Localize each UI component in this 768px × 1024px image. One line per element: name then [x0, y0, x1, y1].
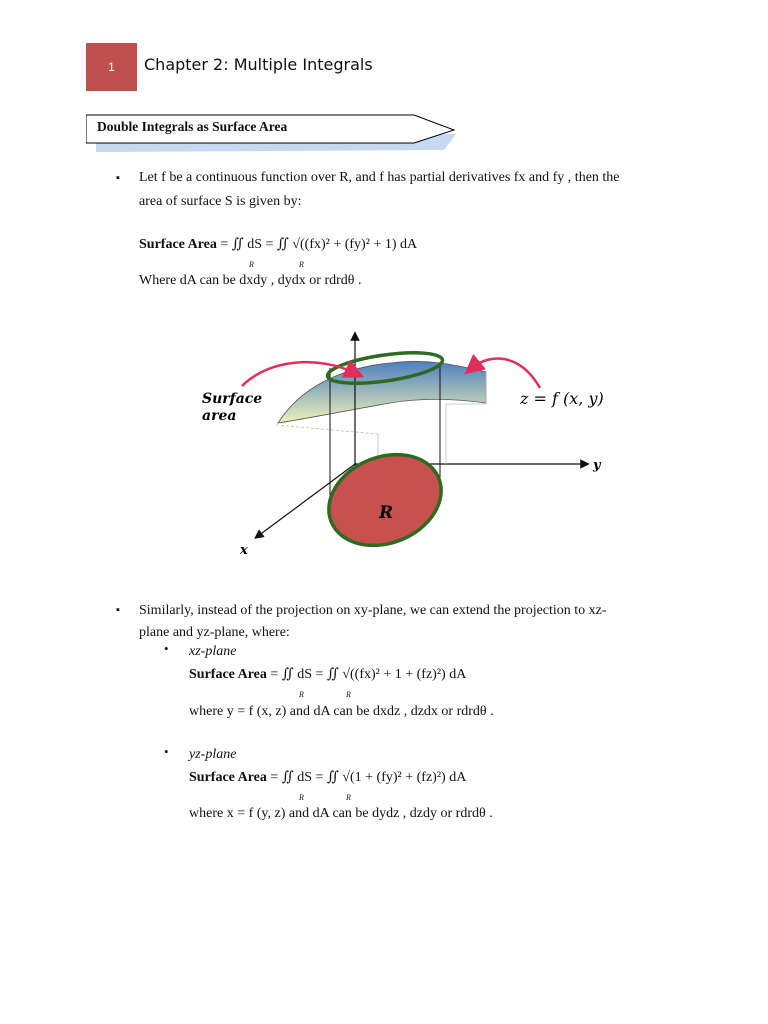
surface-area-formula: [139, 236, 417, 253]
surface-label-2: area: [202, 408, 237, 424]
formula-label: Surface Area: [139, 237, 217, 252]
bullet-marker: ▪: [116, 604, 120, 616]
integral-region-sub: R: [249, 260, 254, 269]
surface-label-1: Surface: [202, 391, 263, 407]
axis-x-label: x: [240, 543, 248, 558]
yz-formula: [189, 769, 466, 786]
integral-region-sub: R: [346, 690, 351, 699]
section-title: Double Integrals as Surface Area: [97, 119, 288, 134]
xz-where: where y = f (x, z) and dA can be dxdz , dzdx or rdrdθ .: [189, 704, 494, 719]
region-r: [315, 438, 455, 558]
similarly-line-2: plane and yz-plane, where:: [139, 625, 290, 640]
xz-plane-label: xz-plane: [189, 644, 237, 659]
bullet-marker: ▪: [116, 172, 120, 184]
intro-where: Where dA can be dxdy , dydx or rdrdθ .: [139, 273, 362, 288]
sub-bullet-marker: •: [164, 641, 169, 656]
xz-formula-body: = ∬ dS = ∬ √((fx)² + 1 + (fz)²) dA: [270, 667, 467, 682]
integral-region-sub: R: [299, 793, 304, 802]
similarly-line-1: Similarly, instead of the projection on xy-plane, we can extend the projection to xz-: [139, 603, 607, 618]
surface-area-diagram: [190, 328, 610, 558]
integral-region-sub: R: [299, 260, 304, 269]
integral-region-sub: R: [346, 793, 351, 802]
chapter-title: Chapter 2: Multiple Integrals: [144, 55, 373, 74]
yz-where: where x = f (y, z) and dA can be dydz , dzdy or rdrdθ .: [189, 806, 493, 821]
region-label: R: [379, 503, 394, 523]
intro-line-1: Let f be a continuous function over R, and f has partial derivatives fx and fy , then the: [139, 170, 620, 185]
xz-formula-label: Surface Area: [189, 667, 267, 682]
page-number-badge: [86, 43, 137, 91]
formula-body: = ∬ dS = ∬ √((fx)² + (fy)² + 1) dA: [220, 237, 418, 252]
section-banner: [86, 112, 456, 156]
xz-formula: [189, 666, 466, 683]
axis-y-label: y: [593, 458, 601, 473]
yz-formula-label: Surface Area: [189, 770, 267, 785]
surface-patch: [278, 361, 486, 423]
page-number: 1: [108, 60, 115, 74]
yz-formula-body: = ∬ dS = ∬ √(1 + (fy)² + (fz)²) dA: [270, 770, 467, 785]
integral-region-sub: R: [299, 690, 304, 699]
function-label: z = f (x, y): [520, 389, 604, 408]
sub-bullet-marker: •: [164, 744, 169, 759]
yz-plane-label: yz-plane: [189, 747, 237, 762]
intro-line-2: area of surface S is given by:: [139, 194, 302, 209]
